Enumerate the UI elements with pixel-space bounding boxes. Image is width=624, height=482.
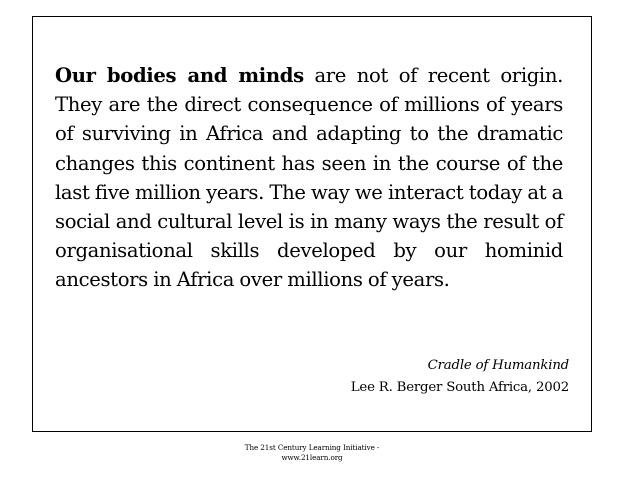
author-line: Lee R. Berger South Africa, 2002 — [350, 380, 569, 395]
quote-body: are not of recent origin. They are the direct consequence of millions of years of surviving in Africa and adapting to the dramatic changes this continent has seen in the course of the last five million years. The way we interact today at a social and cultural level is in many ways the result of organisational skills developed by our hominid ancestors in Africa over millions of years. — [55, 64, 563, 292]
quote-paragraph — [55, 61, 563, 295]
slide-frame — [32, 16, 592, 432]
footer-website: www.21learn.org — [281, 453, 343, 462]
footer — [0, 443, 624, 463]
quote-lead: Our bodies and minds — [55, 64, 304, 87]
book-title: Cradle of Humankind — [427, 358, 569, 373]
footer-organization: The 21st Century Learning Initiative - — [244, 443, 380, 452]
attribution — [351, 355, 569, 399]
